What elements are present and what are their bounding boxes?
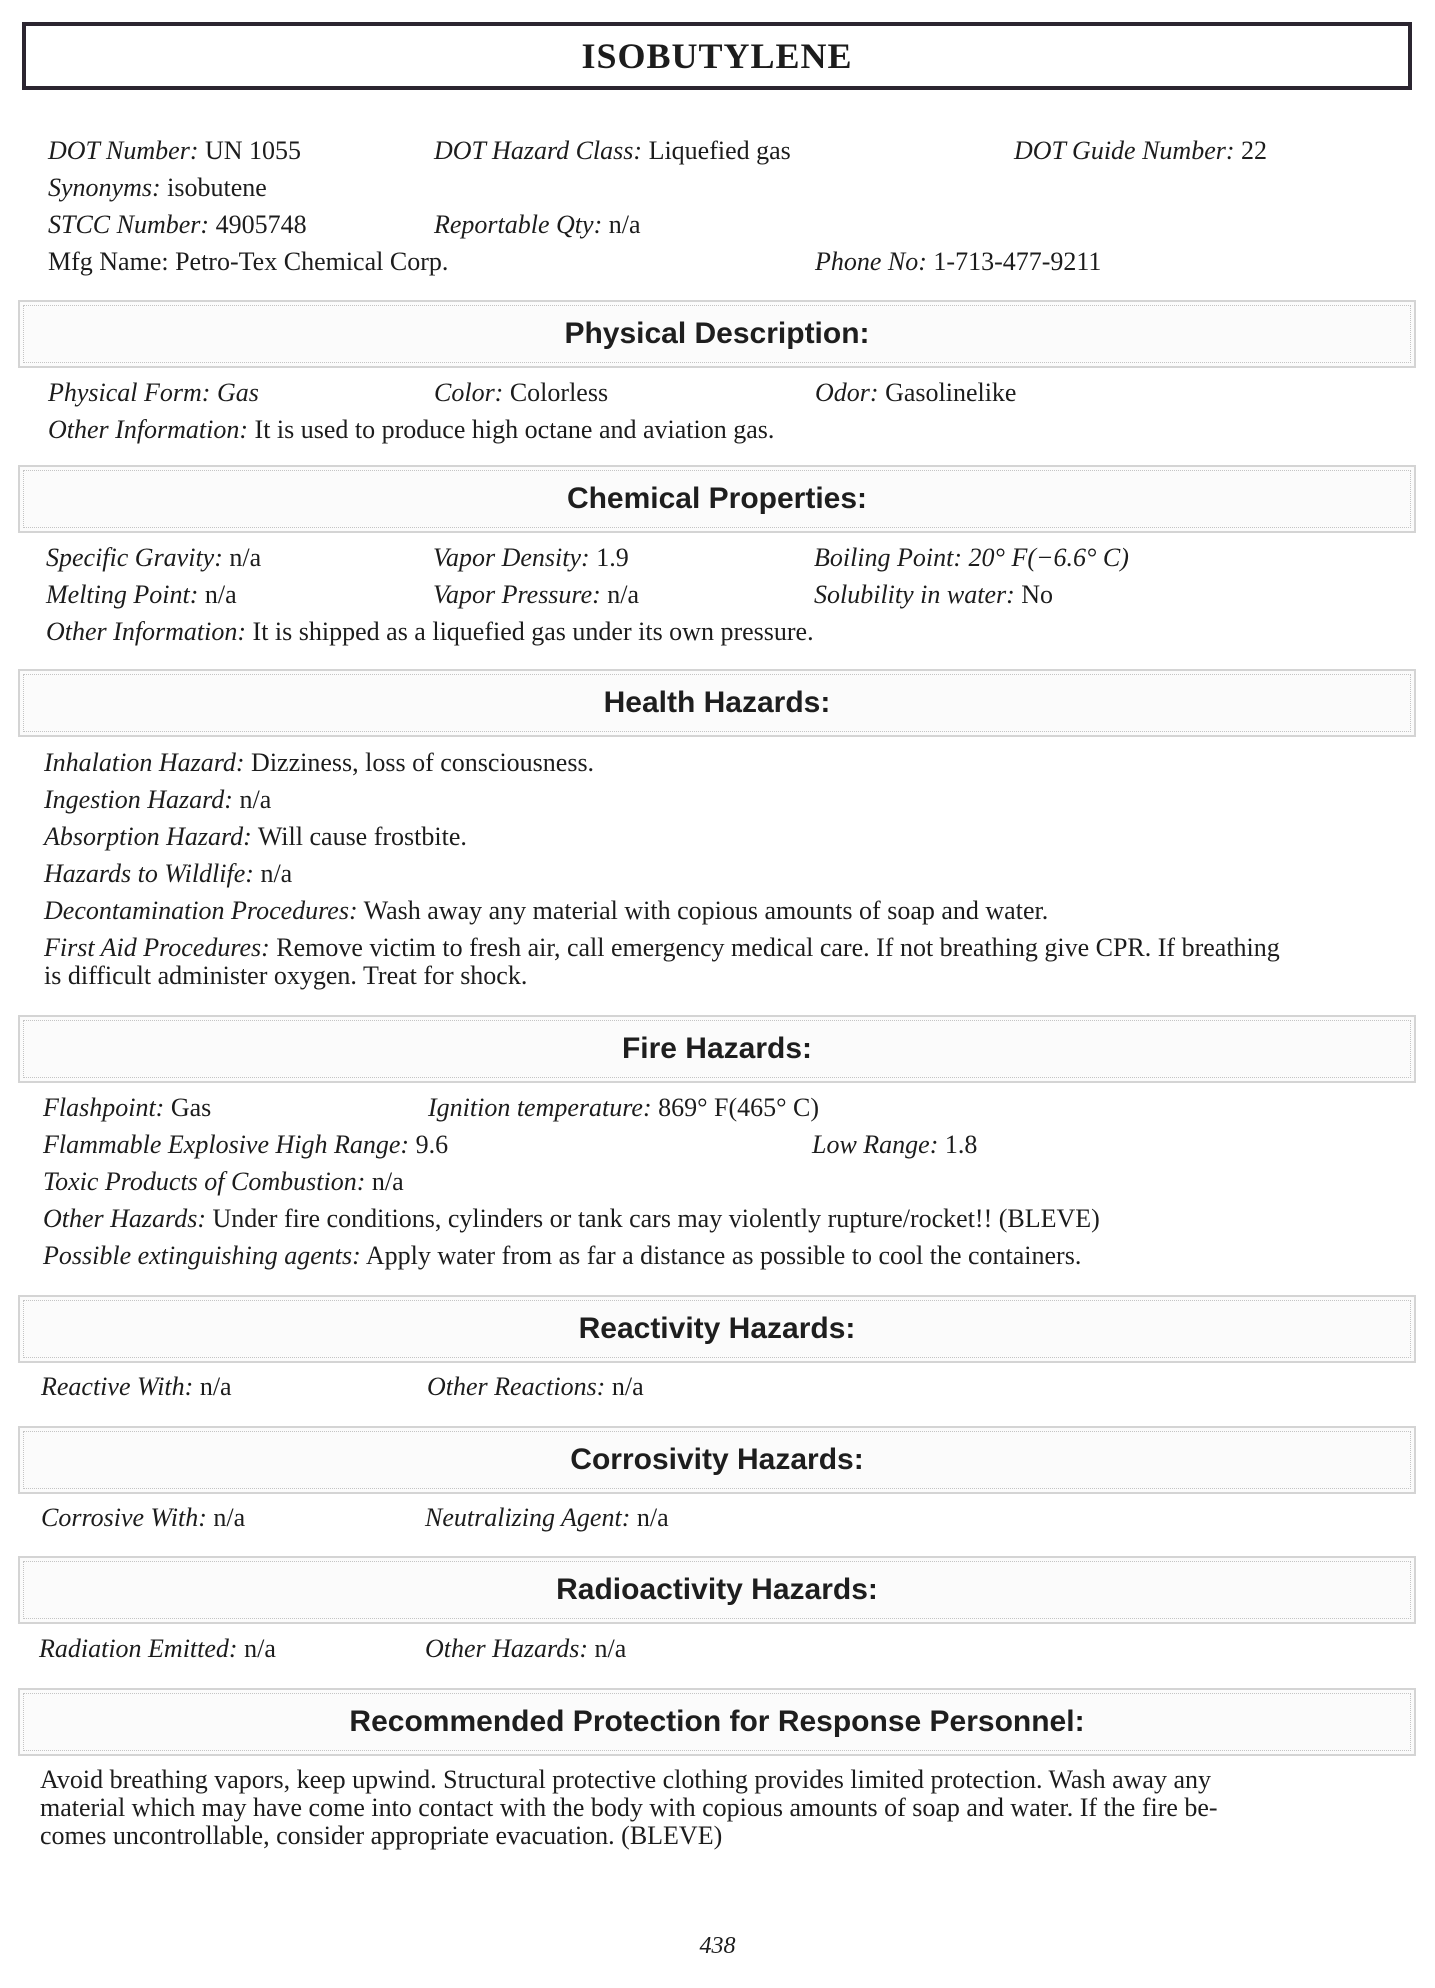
corrosivity-hazards-header: Corrosivity Hazards: — [18, 1426, 1416, 1494]
fire-row-1 — [0, 1093, 1435, 1125]
protection-line: Avoid breathing vapors, keep upwind. Structural protective clothing provides limited protection. Wash away any — [40, 1765, 1211, 1794]
low-range-field: Low Range: 1.8 — [812, 1130, 978, 1159]
vapor-pressure-field: Vapor Pressure: n/a — [433, 580, 640, 609]
protection-line: comes uncontrollable, consider appropriate evacuation. (BLEVE) — [40, 1821, 723, 1850]
boiling-point-field: Boiling Point: 20° F(−6.6° C) — [814, 543, 1129, 572]
other-reactions-field: Other Reactions: n/a — [427, 1372, 644, 1401]
dot-hazard-class-field: DOT Hazard Class: Liquefied gas — [434, 136, 791, 165]
reportable-qty-field: Reportable Qty: n/a — [434, 210, 641, 239]
health-row-first-aid-cont — [0, 961, 1435, 993]
title-box — [22, 22, 1412, 90]
chemical-properties-header: Chemical Properties: — [18, 465, 1416, 533]
physical-other-info: Other Information: It is used to produce high octane and aviation gas. — [48, 415, 775, 444]
first-aid-field: First Aid Procedures: Remove victim to fresh air, call emergency medical care. If not breathing give CPR. If breathing — [44, 933, 1280, 962]
wildlife-hazard-field: Hazards to Wildlife: n/a — [44, 859, 293, 888]
corrosivity-row — [0, 1503, 1435, 1535]
flashpoint-field: Flashpoint: Gas — [43, 1093, 212, 1122]
fire-other-hazards-field: Other Hazards: Under fire conditions, cylinders or tank cars may violently rupture/rocket!! (BLEVE) — [43, 1204, 1100, 1233]
fire-row-5 — [0, 1241, 1435, 1273]
high-range-field: Flammable Explosive High Range: 9.6 — [43, 1130, 449, 1159]
odor-field: Odor: Gasolinelike — [815, 378, 1017, 407]
header-row-1 — [0, 136, 1435, 168]
header-row-4 — [0, 247, 1435, 279]
vapor-density-field: Vapor Density: 1.9 — [433, 543, 629, 572]
fire-row-2 — [0, 1130, 1435, 1162]
fire-hazards-header: Fire Hazards: — [18, 1015, 1416, 1083]
specific-gravity-field: Specific Gravity: n/a — [46, 543, 262, 572]
health-row-inhalation — [0, 748, 1435, 780]
radio-other-hazards-field: Other Hazards: n/a — [425, 1634, 627, 1663]
health-row-wildlife — [0, 859, 1435, 891]
synonyms-field: Synonyms: isobutene — [48, 173, 267, 202]
inhalation-hazard-field: Inhalation Hazard: Dizziness, loss of consciousness. — [44, 748, 595, 777]
neutralizing-agent-field: Neutralizing Agent: n/a — [425, 1503, 669, 1532]
color-field: Color: Colorless — [434, 378, 609, 407]
physical-row-1 — [0, 378, 1435, 410]
fire-row-4 — [0, 1204, 1435, 1236]
absorption-hazard-field: Absorption Hazard: Will cause frostbite. — [44, 822, 467, 851]
reactivity-row — [0, 1372, 1435, 1404]
ingestion-hazard-field: Ingestion Hazard: n/a — [44, 785, 272, 814]
solubility-field: Solubility in water: No — [814, 580, 1054, 609]
corrosive-with-field: Corrosive With: n/a — [41, 1503, 246, 1532]
radioactivity-hazards-header: Radioactivity Hazards: — [18, 1556, 1416, 1624]
extinguishing-agents-field: Possible extinguishing agents: Apply water from as far a distance as possible to cool the containers. — [43, 1241, 1082, 1270]
stcc-number-field: STCC Number: 4905748 — [48, 210, 307, 239]
chemical-other-info: Other Information: It is shipped as a liquefied gas under its own pressure. — [46, 617, 814, 646]
first-aid-continued: is difficult administer oxygen. Treat for shock. — [44, 961, 528, 990]
dot-number-field: DOT Number: UN 1055 — [48, 136, 302, 165]
chemical-row-2 — [0, 580, 1435, 612]
melting-point-field: Melting Point: n/a — [46, 580, 237, 609]
dot-guide-number-field: DOT Guide Number: 22 — [1014, 136, 1268, 165]
header-row-2 — [0, 173, 1435, 205]
fire-row-3 — [0, 1167, 1435, 1199]
page-title: ISOBUTYLENE — [581, 36, 853, 76]
physical-form-field: Physical Form: Gas — [48, 378, 259, 407]
health-row-decontamination — [0, 896, 1435, 928]
header-row-3 — [0, 210, 1435, 242]
reactivity-hazards-header: Reactivity Hazards: — [18, 1295, 1416, 1363]
reactive-with-field: Reactive With: n/a — [41, 1372, 232, 1401]
physical-description-header: Physical Description: — [18, 300, 1416, 368]
chemical-row-1 — [0, 543, 1435, 575]
physical-row-2 — [0, 415, 1435, 447]
health-row-ingestion — [0, 785, 1435, 817]
page-number: 438 — [699, 1933, 736, 1959]
phone-field: Phone No: 1-713-477-9211 — [815, 247, 1102, 276]
toxic-products-field: Toxic Products of Combustion: n/a — [43, 1167, 404, 1196]
decontamination-field: Decontamination Procedures: Wash away any material with copious amounts of soap and water. — [44, 896, 1049, 925]
mfg-name-field: Mfg Name: Petro-Tex Chemical Corp. — [48, 247, 449, 276]
radiation-emitted-field: Radiation Emitted: n/a — [39, 1634, 276, 1663]
recommended-protection-header: Recommended Protection for Response Personnel: — [18, 1688, 1416, 1756]
health-hazards-header: Health Hazards: — [18, 669, 1416, 737]
radioactivity-row — [0, 1634, 1435, 1666]
chemical-row-3 — [0, 617, 1435, 649]
protection-text — [40, 1766, 1402, 1850]
health-row-absorption — [0, 822, 1435, 854]
ignition-temperature-field: Ignition temperature: 869° F(465° C) — [428, 1093, 820, 1122]
protection-line: material which may have come into contact with the body with copious amounts of soap and water. If the fire be- — [40, 1793, 1218, 1822]
